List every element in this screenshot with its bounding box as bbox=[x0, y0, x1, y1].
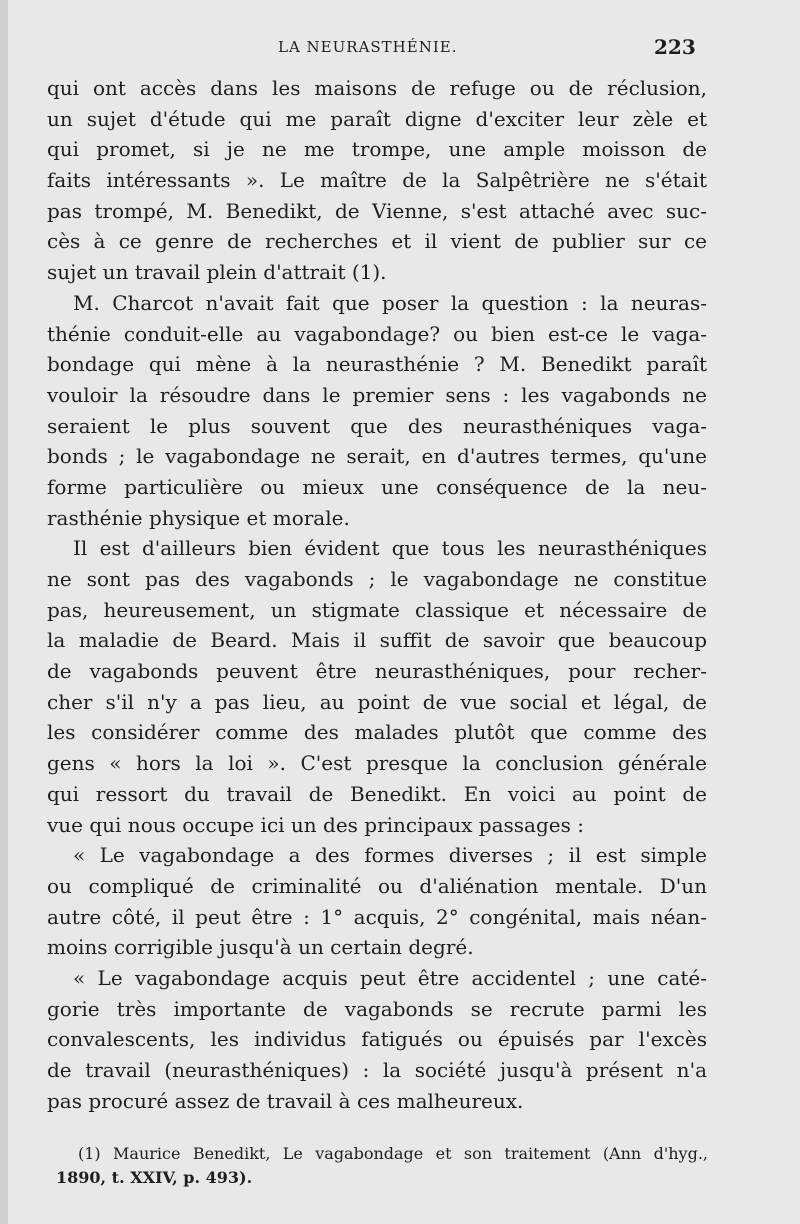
text-line: seraient le plus souvent que des neurasthéniques vaga- bbox=[47, 413, 707, 438]
text-line: ou compliqué de criminalité ou d'aliénation mentale. D'un bbox=[47, 873, 707, 898]
text-line: autre côté, il peut être : 1° acquis, 2° congénital, mais néan- bbox=[47, 904, 707, 929]
text-line: « Le vagabondage a des formes diverses ; il est simple bbox=[73, 843, 707, 868]
text-line: les considérer comme des malades plutôt que comme des bbox=[47, 720, 707, 745]
text-line: un sujet d'étude qui me paraît digne d'exciter leur zèle et bbox=[47, 106, 707, 131]
text-line: forme particulière ou mieux une conséquence de la neu- bbox=[47, 474, 707, 499]
text-line: gorie très importante de vagabonds se recrute parmi les bbox=[47, 996, 707, 1021]
text-line: cher s'il n'y a pas lieu, au point de vue social et légal, de bbox=[47, 689, 707, 714]
text-line: vouloir la résoudre dans le premier sens : les vagabonds ne bbox=[47, 382, 707, 407]
text-line: gens « hors la loi ». C'est presque la conclusion générale bbox=[47, 751, 707, 776]
page-number: 223 bbox=[654, 35, 696, 59]
text-line: ne sont pas des vagabonds ; le vagabondage ne constitue bbox=[47, 567, 707, 591]
text-line: de travail (neurasthéniques) : la société jusqu'à présent n'a bbox=[47, 1058, 707, 1082]
footnote bbox=[56, 1142, 708, 1190]
text-line: de vagabonds peuvent être neurasthéniques, pour recher- bbox=[47, 659, 707, 684]
running-head bbox=[0, 34, 800, 60]
footnote-line: 1890, t. XXIV, p. 493). bbox=[56, 1168, 253, 1187]
footnote-line: (1) Maurice Benedikt, Le vagabondage et son traitement (Ann d'hyg., bbox=[78, 1144, 708, 1163]
text-line: moins corrigible jusqu'à un certain degré. bbox=[47, 935, 474, 960]
text-line: thénie conduit-elle au vagabondage? ou bien est-ce le vaga- bbox=[47, 321, 707, 346]
text-line: convalescents, les individus fatigués ou épuisés par l'excès bbox=[47, 1027, 707, 1052]
text-line: pas procuré assez de travail à ces malheureux. bbox=[47, 1088, 524, 1113]
text-line: qui ont accès dans les maisons de refuge ou de réclusion, bbox=[47, 76, 707, 100]
text-line: bonds ; le vagabondage ne serait, en d'autres termes, qu'une bbox=[47, 444, 707, 469]
text-line: qui ressort du travail de Benedikt. En voici au point de bbox=[47, 781, 707, 806]
page-edge-shadow bbox=[0, 0, 8, 1224]
text-line: pas trompé, M. Benedikt, de Vienne, s'est attaché avec suc- bbox=[47, 198, 707, 223]
text-line: rasthénie physique et morale. bbox=[47, 505, 350, 530]
text-line: vue qui nous occupe ici un des principaux passages : bbox=[47, 812, 584, 837]
text-line: la maladie de Beard. Mais il suffit de savoir que beaucoup bbox=[47, 628, 707, 653]
text-line: M. Charcot n'avait fait que poser la question : la neuras- bbox=[73, 290, 707, 315]
text-line: faits intéressants ». Le maître de la Salpêtrière ne s'était bbox=[47, 168, 707, 193]
text-line: Il est d'ailleurs bien évident que tous les neurasthéniques bbox=[73, 536, 707, 561]
text-line: sujet un travail plein d'attrait (1). bbox=[47, 260, 387, 285]
text-line: « Le vagabondage acquis peut être accidentel ; une caté- bbox=[73, 965, 707, 990]
text-line: bondage qui mène à la neurasthénie ? M. Benedikt paraît bbox=[47, 352, 707, 377]
text-line: cès à ce genre de recherches et il vient de publier sur ce bbox=[47, 229, 707, 254]
text-line: pas, heureusement, un stigmate classique et nécessaire de bbox=[47, 597, 707, 622]
running-head-title: LA NEURASTHÉNIE. bbox=[278, 38, 458, 56]
text-line: qui promet, si je ne me trompe, une ample moisson de bbox=[47, 137, 707, 162]
body-text bbox=[47, 73, 707, 1116]
